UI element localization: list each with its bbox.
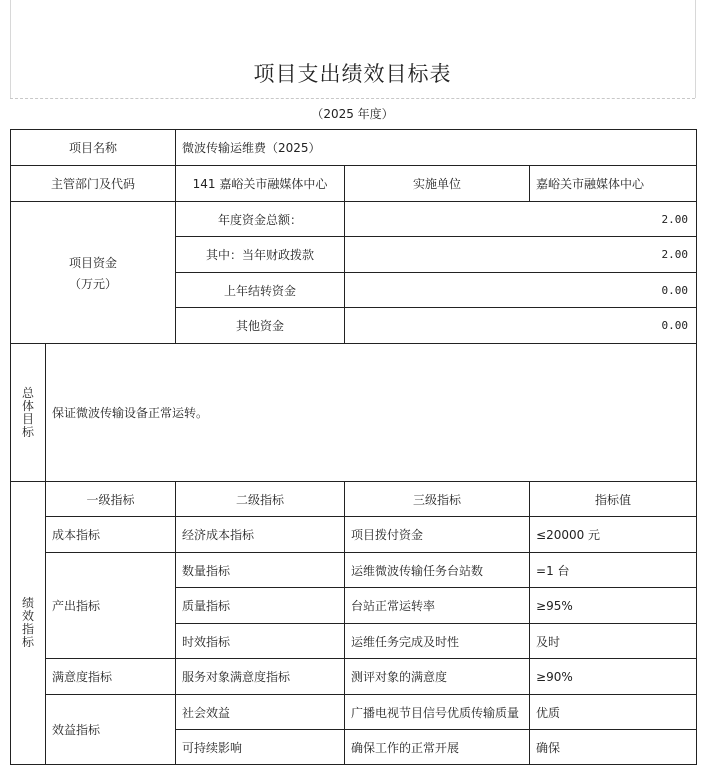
goal-label-char: 总 [21, 385, 34, 400]
perf-l2: 质量指标 [176, 588, 345, 624]
perf-l3: 广播电视节目信号优质传输质量 [345, 695, 530, 730]
perf-l2: 可持续影响 [176, 730, 345, 765]
perf-l2: 数量指标 [176, 553, 345, 588]
perf-value: 确保 [530, 730, 697, 765]
impl-value: 嘉峪关市融媒体中心 [530, 166, 697, 202]
table-row [11, 553, 697, 588]
perf-value: =1 台 [530, 553, 697, 588]
funds-row-label: 其中：当年财政拨款 [176, 237, 345, 273]
funds-label [11, 202, 176, 344]
dept-label: 主管部门及代码 [11, 166, 176, 202]
perf-l3: 运维任务完成及时性 [345, 624, 530, 659]
funds-row-value: 2.00 [345, 202, 697, 237]
perf-label-char: 效 [21, 609, 34, 623]
table-row [11, 695, 697, 730]
funds-row-label: 上年结转资金 [176, 273, 345, 308]
funds-row-value: 2.00 [345, 237, 697, 273]
goal-label-char: 标 [21, 424, 34, 439]
perf-label-char: 标 [21, 635, 34, 649]
perf-l2: 社会效益 [176, 695, 345, 730]
perf-value: 优质 [530, 695, 697, 730]
table-row [11, 482, 697, 517]
impl-label: 实施单位 [345, 166, 530, 202]
sheet-border-right [695, 0, 696, 98]
perf-header: 一级指标 [46, 482, 176, 517]
page-title: 项目支出绩效目标表 [253, 62, 452, 86]
funds-row-label: 其他资金 [176, 308, 345, 344]
perf-value: 及时 [530, 624, 697, 659]
funds-row-value: 0.00 [345, 273, 697, 308]
perf-label-char: 指 [21, 622, 34, 636]
goal-label-char: 体 [21, 398, 34, 413]
table-row [11, 659, 697, 695]
perf-value: ≥95% [530, 588, 697, 624]
perf-header: 三级指标 [345, 482, 530, 517]
perf-l3: 台站正常运转率 [345, 588, 530, 624]
table-row [11, 517, 697, 553]
perf-l1: 成本指标 [46, 517, 176, 553]
table-row [11, 130, 697, 166]
perf-l2: 经济成本指标 [176, 517, 345, 553]
perf-l2: 服务对象满意度指标 [176, 659, 345, 695]
perf-l3: 测评对象的满意度 [345, 659, 530, 695]
perf-header: 二级指标 [176, 482, 345, 517]
project-name-label: 项目名称 [11, 130, 176, 166]
table-row [11, 166, 697, 202]
funds-label-line1: 项目资金 [69, 255, 118, 270]
table-row [11, 344, 697, 482]
funds-label-line2: （万元） [69, 276, 118, 291]
year-label: （2025 年度） [10, 98, 695, 130]
goal-text: 保证微波传输设备正常运转。 [46, 344, 697, 482]
perf-l1: 满意度指标 [46, 659, 176, 695]
perf-l3: 项目拨付资金 [345, 517, 530, 553]
performance-table [10, 129, 697, 765]
perf-header: 指标值 [530, 482, 697, 517]
perf-l3: 确保工作的正常开展 [345, 730, 530, 765]
perf-value: ≤20000 元 [530, 517, 697, 553]
perf-value: ≥90% [530, 659, 697, 695]
project-name-value: 微波传输运维费（2025） [176, 130, 697, 166]
goal-label [11, 344, 46, 482]
perf-l1: 产出指标 [46, 553, 176, 659]
funds-row-label: 年度资金总额： [176, 202, 345, 237]
dept-value: 141 嘉峪关市融媒体中心 [176, 166, 345, 202]
perf-label-char: 绩 [21, 596, 34, 610]
perf-l2: 时效指标 [176, 624, 345, 659]
table-row [11, 202, 697, 237]
perf-l1: 效益指标 [46, 695, 176, 765]
goal-label-char: 目 [21, 411, 34, 426]
funds-row-value: 0.00 [345, 308, 697, 344]
perf-label [11, 482, 46, 765]
perf-l3: 运维微波传输任务台站数 [345, 553, 530, 588]
